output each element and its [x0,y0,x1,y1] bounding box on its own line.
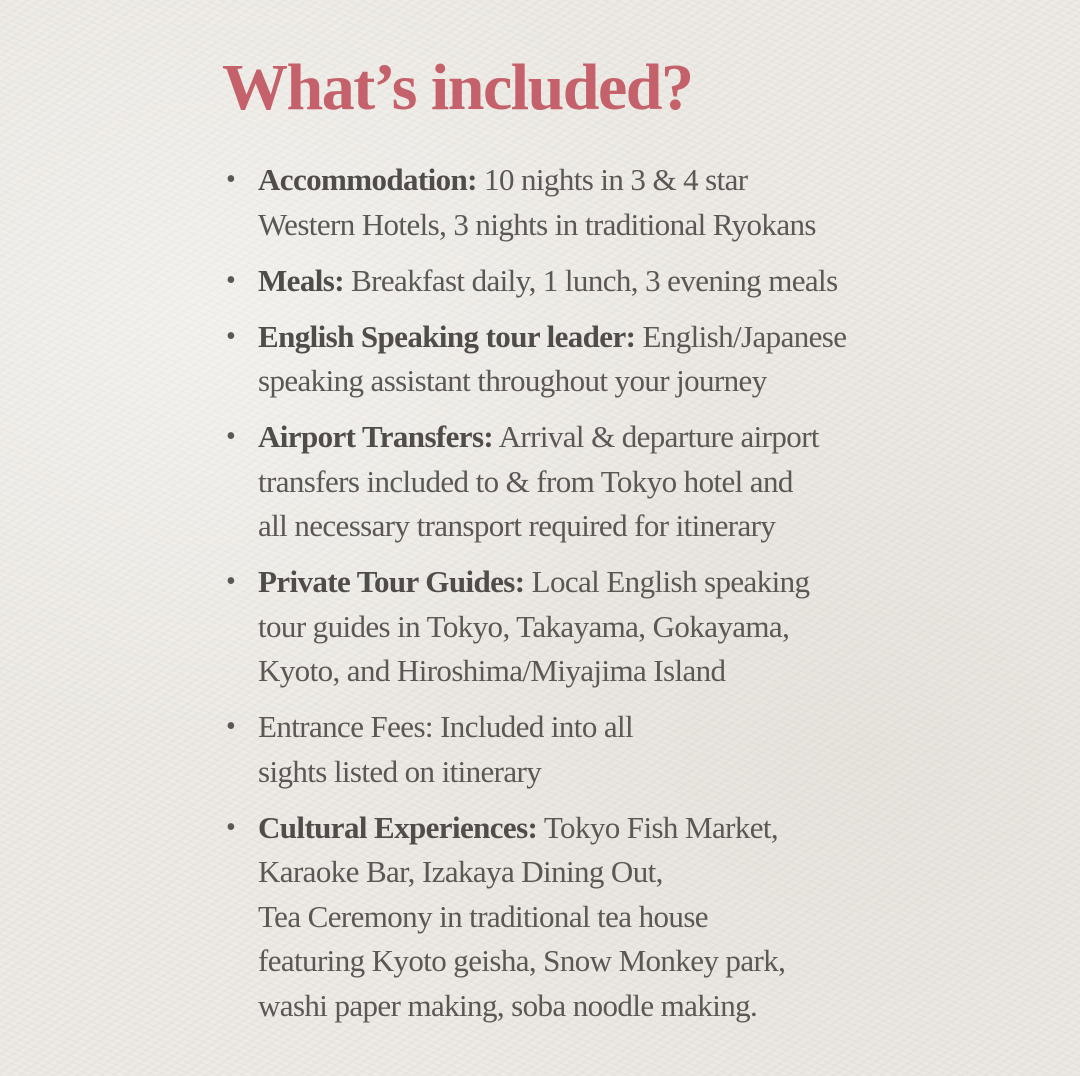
item-line: washi paper making, soba noodle making. [258,987,758,1023]
bullet-icon: • [226,264,236,296]
item-text: Local English speaking [524,564,810,599]
included-list [226,158,956,1040]
item-line: speaking assistant throughout your journey [258,363,767,398]
item-line: featuring Kyoto geisha, Snow Monkey park, [258,943,786,978]
page-title: What’s included? [222,51,693,124]
item-line [258,415,956,460]
list-item-tour-leader [226,315,956,404]
list-item-meals [226,259,956,304]
bullet-icon: • [226,421,236,452]
item-line: transfers included to & from Tokyo hotel and [258,463,793,499]
item-line: Kyoto, and Hiroshima/Miyajima Island [258,653,726,688]
item-text: Breakfast daily, 1 lunch, 3 evening meals [343,262,838,298]
bullet-icon: • [226,811,236,843]
item-text: 10 nights in 3 & 4 star [476,162,748,197]
item-term: Airport Transfers: [258,419,494,454]
item-line [258,315,956,360]
item-term: Meals: [258,262,344,298]
list-item-airport-transfers [226,415,956,549]
list-item-cultural-experiences [226,806,956,1029]
item-line: Karaoke Bar, Izakaya Dining Out, [258,854,663,889]
item-line: Western Hotels, 3 nights in traditional Ryokans [258,206,816,242]
item-line [258,560,956,605]
item-line: Entrance Fees: Included into all [258,709,634,744]
bullet-icon: • [226,566,236,597]
bullet-icon: • [226,320,236,352]
item-line [258,158,956,203]
item-line: Tea Ceremony in traditional tea house [258,898,708,934]
item-line: all necessary transport required for itinerary [258,508,776,543]
item-term: Private Tour Guides: [258,564,525,599]
item-line: tour guides in Tokyo, Takayama, Gokayama, [258,608,790,644]
item-text: Arrival & departure airport [493,419,819,454]
list-item-entrance-fees [226,705,956,794]
item-text: Tokyo Fish Market, [537,809,779,845]
item-line [258,806,956,851]
bullet-icon: • [226,711,236,742]
item-term: Accommodation: [258,162,477,197]
bullet-icon: • [226,164,236,195]
list-item-private-tour-guides [226,560,956,694]
item-line [258,259,956,304]
item-line: sights listed on itinerary [258,753,542,789]
item-term: English Speaking tour leader: [258,318,636,354]
item-text: English/Japanese [635,318,847,354]
list-item-accommodation [226,158,956,247]
item-term: Cultural Experiences: [258,809,538,845]
